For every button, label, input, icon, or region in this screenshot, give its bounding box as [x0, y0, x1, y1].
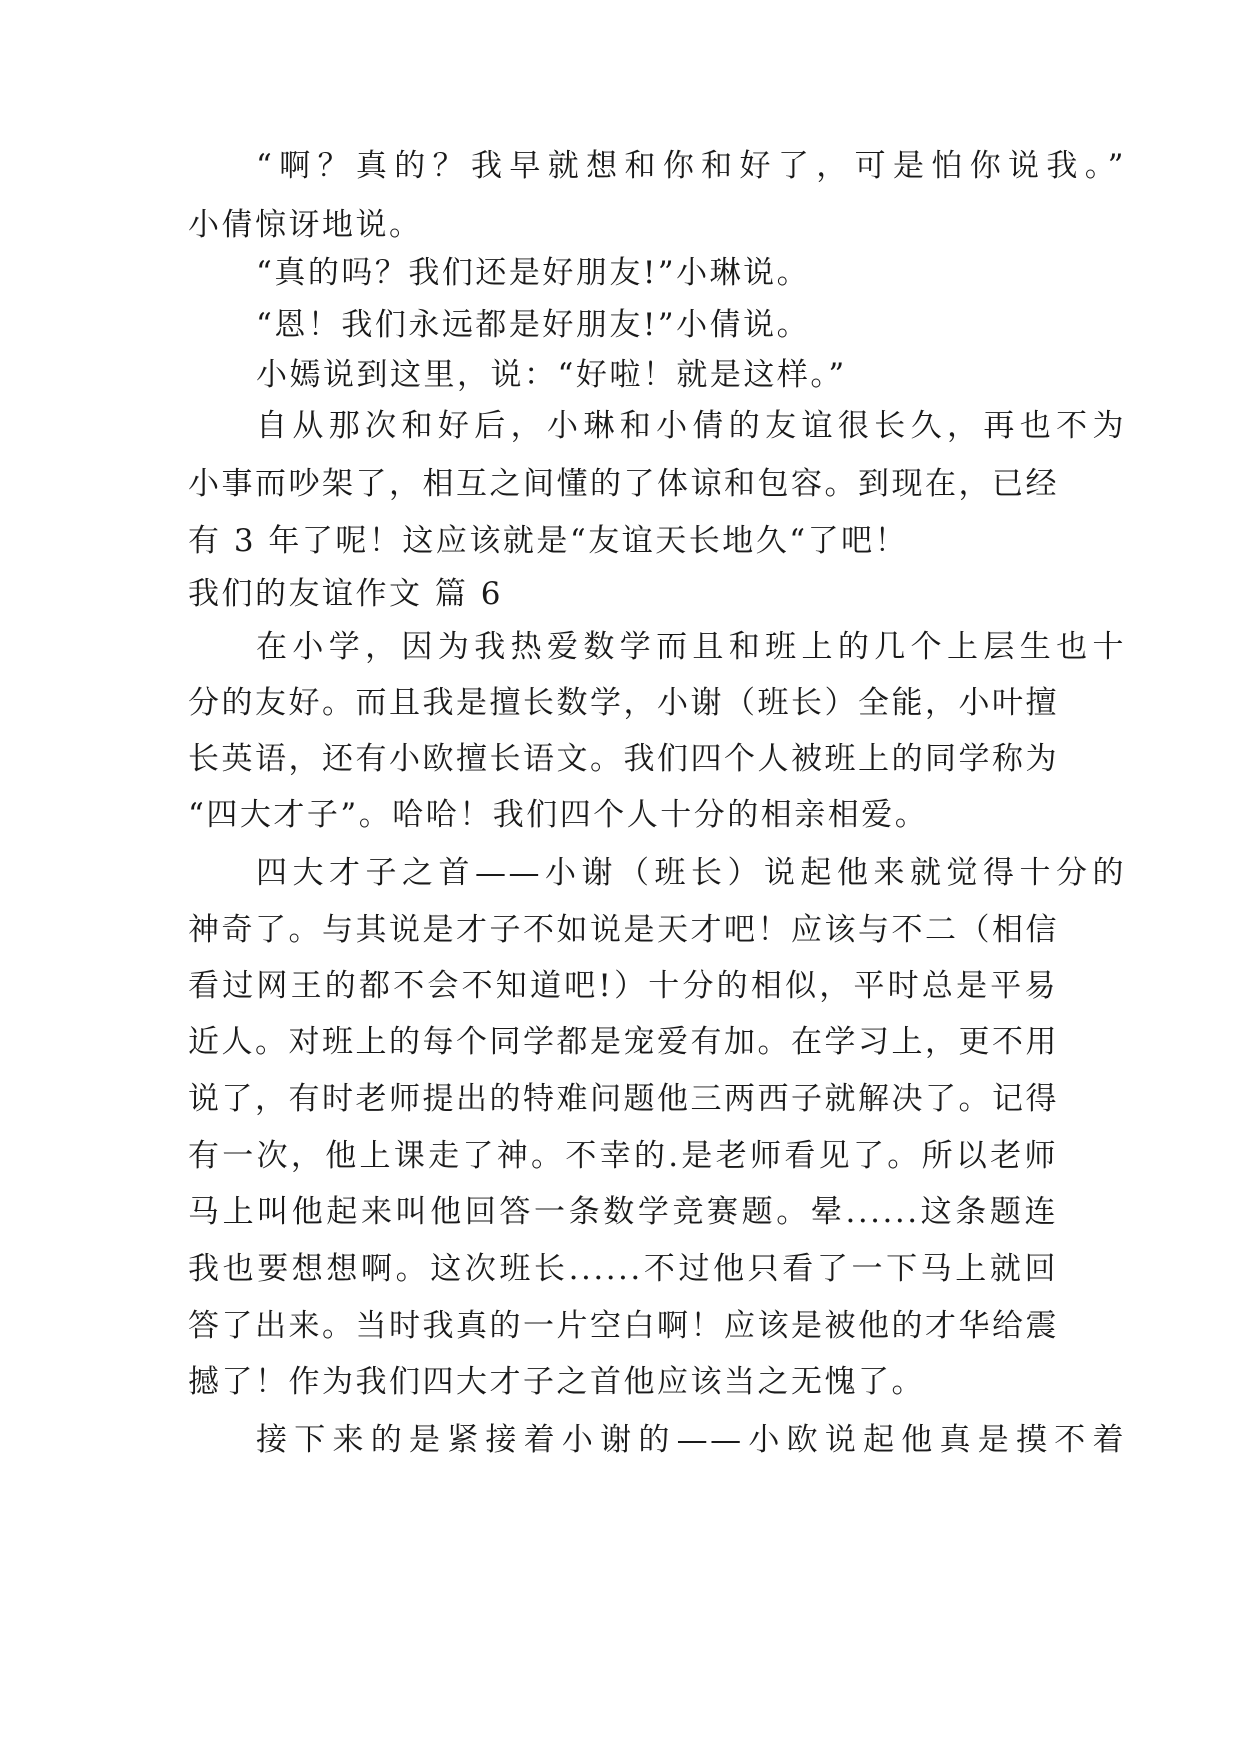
text-line: 撼了！作为我们四大才子之首他应该当之无愧了。: [188, 1364, 925, 1400]
text-line: 自从那次和好后，小琳和小倩的友谊很长久，再也不为: [256, 408, 1126, 444]
text-line: 我也要想想啊。这次班长......不过他只看了一下马上就回: [188, 1251, 1058, 1287]
text-line: “啊？真的？我早就想和你和好了，可是怕你说我。”: [256, 148, 1126, 184]
text-line: 答了出来。当时我真的一片空白啊！应该是被他的才华给震: [188, 1308, 1059, 1344]
text-line: 有 3 年了呢！这应该就是“友谊天长地久“了吧！: [188, 523, 909, 559]
text-line: 小倩惊讶地说。: [188, 207, 423, 243]
text-line: “真的吗？我们还是好朋友!”小琳说。: [256, 255, 811, 291]
text-line: 近人。对班上的每个同学都是宠爱有加。在学习上，更不用: [188, 1024, 1059, 1060]
text-line: 接下来的是紧接着小谢的——小欧说起他真是摸不着: [256, 1422, 1126, 1458]
text-line: 在小学，因为我热爱数学而且和班上的几个上层生也十: [256, 629, 1126, 665]
text-line: 看过网王的都不会不知道吧!）十分的相似，平时总是平易: [188, 968, 1058, 1004]
text-line: “恩！我们永远都是好朋友!”小倩说。: [256, 307, 811, 343]
text-line: 长英语，还有小欧擅长语文。我们四个人被班上的同学称为: [188, 741, 1059, 777]
text-line: 分的友好。而且我是擅长数学，小谢（班长）全能，小叶擅: [188, 685, 1059, 721]
text-line: 神奇了。与其说是才子不如说是天才吧！应该与不二（相信: [188, 912, 1059, 948]
text-line: 四大才子之首——小谢（班长）说起他来就觉得十分的: [256, 855, 1126, 891]
text-line: 小嫣说到这里，说：“好啦！就是这样。”: [256, 357, 847, 393]
text-line: 马上叫他起来叫他回答一条数学竞赛题。晕......这条题连: [188, 1194, 1058, 1230]
text-line: 说了，有时老师提出的特难问题他三两西子就解决了。记得: [188, 1081, 1059, 1117]
section-heading: 我们的友谊作文 篇 6: [188, 576, 503, 612]
text-line: 小事而吵架了，相互之间懂的了体谅和包容。到现在，已经: [188, 466, 1059, 502]
text-line: “四大才子”。哈哈！我们四个人十分的相亲相爱。: [188, 797, 929, 833]
text-line: 有一次，他上课走了神。不幸的.是老师看见了。所以老师: [188, 1138, 1058, 1174]
